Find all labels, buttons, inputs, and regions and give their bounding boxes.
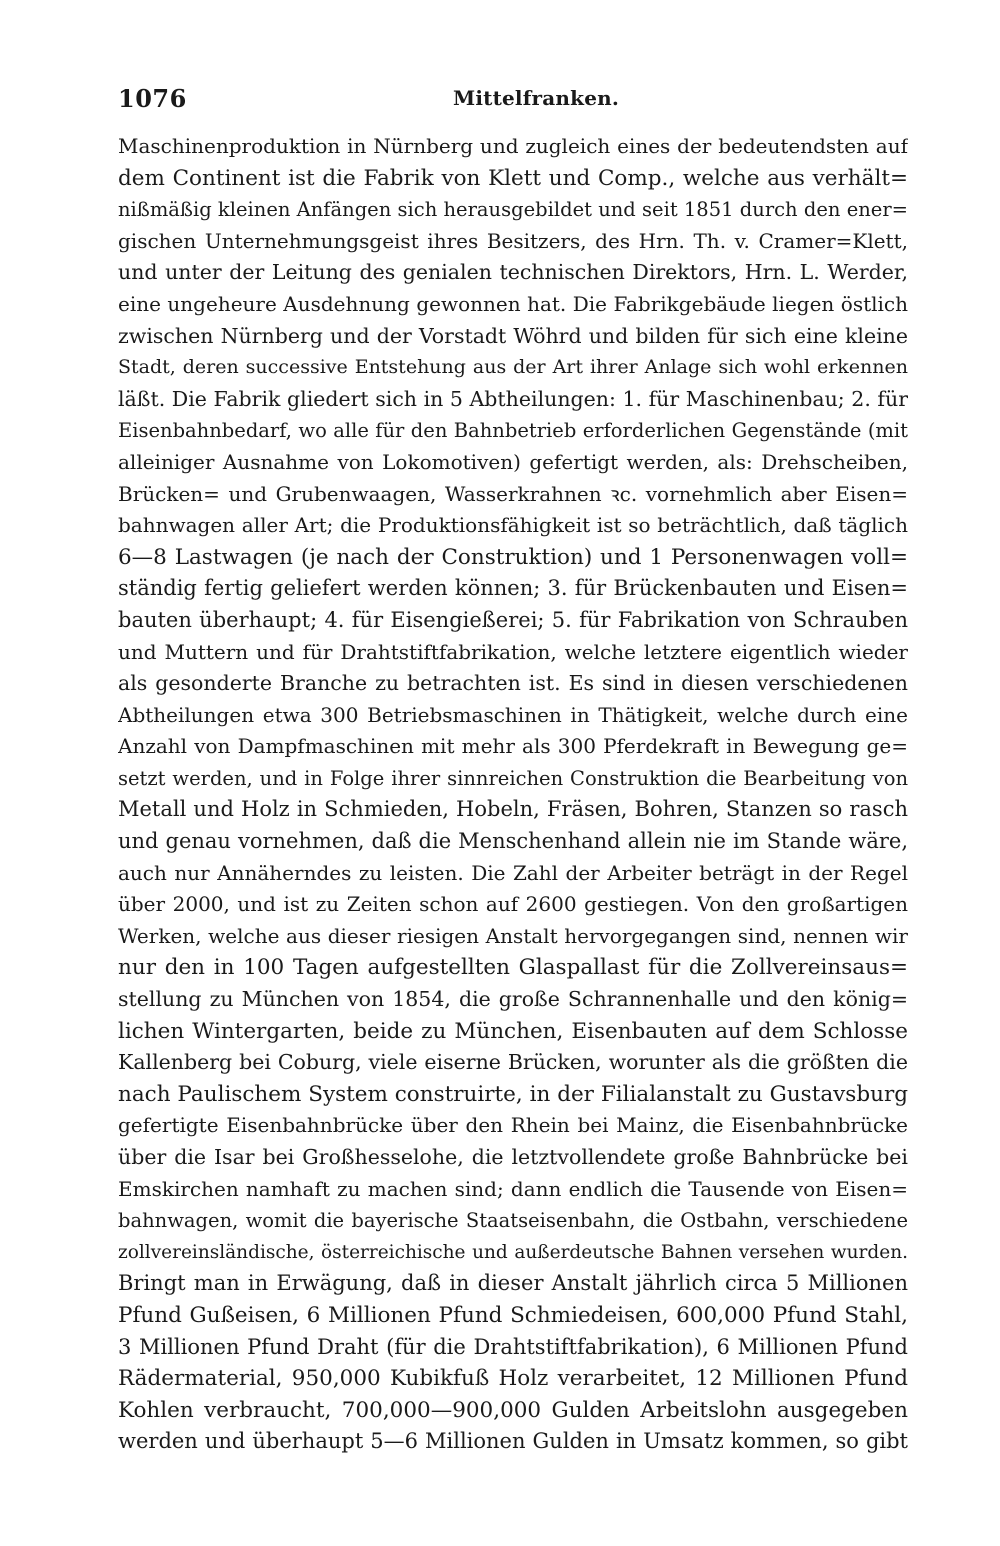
text-line: als gesonderte Branche zu betrachten ist. Es sind in diesen verschiedenen bbox=[118, 671, 908, 696]
text-line: zollvereinsländische, österreichische und außerdeutsche Bahnen versehen wurden. bbox=[118, 1241, 908, 1263]
text-line: Eisenbahnbedarf, wo alle für den Bahnbetrieb erforderlichen Gegenstände (mit bbox=[118, 419, 908, 443]
text-line: lichen Wintergarten, beide zu München, Eisenbauten auf dem Schlosse bbox=[118, 1018, 908, 1044]
text-line: dem Continent ist die Fabrik von Klett und Comp., welche aus verhält= bbox=[118, 165, 908, 191]
text-line: über die Isar bei Großhesselohe, die letztvollendete große Bahnbrücke bei bbox=[118, 1145, 908, 1169]
text-line: auch nur Annäherndes zu leisten. Die Zahl der Arbeiter beträgt in der Regel bbox=[118, 860, 908, 885]
text-line: gefertigte Eisenbahnbrücke über den Rhein bei Mainz, die Eisenbahnbrücke bbox=[118, 1113, 908, 1138]
text-line: werden und überhaupt 5—6 Millionen Gulden in Umsatz kommen, so gibt bbox=[118, 1429, 908, 1454]
text-line: 6—8 Lastwagen (je nach der Construktion) und 1 Personenwagen voll= bbox=[118, 544, 908, 570]
text-line: zwischen Nürnberg und der Vorstadt Wöhrd und bilden für sich eine kleine bbox=[118, 323, 908, 348]
text-line: alleiniger Ausnahme von Lokomotiven) gefertigt werden, als: Drehscheiben, bbox=[118, 449, 908, 474]
text-line: Kallenberg bei Coburg, viele eiserne Brücken, worunter als die größten die bbox=[118, 1050, 908, 1075]
text-line: bauten überhaupt; 4. für Eisengießerei; 5. für Fabrikation von Schrauben bbox=[118, 607, 908, 632]
text-line: Rädermaterial, 950,000 Kubikfuß Holz verarbeitet, 12 Millionen Pfund bbox=[118, 1366, 908, 1392]
text-line: bahnwagen aller Art; die Produktionsfähigkeit ist so beträchtlich, daß täglich bbox=[118, 513, 908, 538]
text-line: ständig fertig geliefert werden können; 3. für Brückenbauten und Eisen= bbox=[118, 576, 908, 601]
text-line: Bringt man in Erwägung, daß in dieser Anstalt jährlich circa 5 Millionen bbox=[118, 1271, 908, 1296]
text-line: gischen Unternehmungsgeist ihres Besitzers, des Hrn. Th. v. Cramer=Klett, bbox=[118, 228, 908, 253]
text-line: Kohlen verbraucht, 700,000—900,000 Gulden Arbeitslohn ausgegeben bbox=[118, 1397, 908, 1423]
body-paragraph bbox=[118, 131, 908, 1458]
text-line: Werken, welche aus dieser riesigen Anstalt hervorgegangen sind, nennen wir bbox=[118, 923, 908, 948]
text-line: Metall und Holz in Schmieden, Hobeln, Fräsen, Bohren, Stanzen so rasch bbox=[118, 797, 908, 822]
text-line: 3 Millionen Pfund Draht (für die Drahtstiftfabrikation), 6 Millionen Pfund bbox=[118, 1334, 908, 1359]
text-line: bahnwagen, womit die bayerische Staatseisenbahn, die Ostbahn, verschiedene bbox=[118, 1209, 908, 1233]
text-line: Maschinenproduktion in Nürnberg und zugleich eines der bedeutendsten auf bbox=[118, 134, 908, 158]
text-line: nur den in 100 Tagen aufgestellten Glaspallast für die Zollvereinsaus= bbox=[118, 955, 908, 981]
text-line: stellung zu München von 1854, die große Schrannenhalle und den könig= bbox=[118, 987, 908, 1012]
text-line: nißmäßig kleinen Anfängen sich herausgebildet und seit 1851 durch den ener= bbox=[118, 198, 908, 222]
text-line: und genau vornehmen, daß die Menschenhand allein nie im Stande wäre, bbox=[118, 829, 908, 854]
text-line: Emskirchen namhaft zu machen sind; dann endlich die Tausende von Eisen= bbox=[118, 1176, 908, 1201]
text-line: eine ungeheure Ausdehnung gewonnen hat. Die Fabrikgebäude liegen östlich bbox=[118, 291, 908, 316]
page-header bbox=[118, 84, 898, 124]
text-line: und unter der Leitung des genialen technischen Direktors, Hrn. L. Werder, bbox=[118, 260, 908, 285]
text-line: Anzahl von Dampfmaschinen mit mehr als 300 Pferdekraft in Bewegung ge= bbox=[118, 734, 908, 759]
text-line: nach Paulischem System construirte, in der Filialanstalt zu Gustavsburg bbox=[118, 1081, 908, 1107]
text-line: Abtheilungen etwa 300 Betriebsmaschinen in Thätigkeit, welche durch eine bbox=[118, 702, 908, 727]
text-line: Stadt, deren successive Entstehung aus der Art ihrer Anlage sich wohl erkennen bbox=[118, 356, 908, 379]
text-line: über 2000, und ist zu Zeiten schon auf 2600 gestiegen. Von den großartigen bbox=[118, 892, 908, 917]
text-line: setzt werden, und in Folge ihrer sinnreichen Construktion die Bearbeitung von bbox=[118, 766, 908, 790]
text-line: und Muttern und für Drahtstiftfabrikation, welche letztere eigentlich wieder bbox=[118, 639, 908, 664]
text-line: Pfund Gußeisen, 6 Millionen Pfund Schmiedeisen, 600,000 Pfund Stahl, bbox=[118, 1302, 908, 1328]
text-line: Brücken= und Grubenwaagen, Wasserkrahnen ꝛc. vornehmlich aber Eisen= bbox=[118, 481, 908, 506]
running-head: Mittelfranken. bbox=[453, 86, 620, 110]
page-number: 1076 bbox=[118, 84, 187, 113]
text-line: läßt. Die Fabrik gliedert sich in 5 Abtheilungen: 1. für Maschinenbau; 2. für bbox=[118, 386, 908, 411]
